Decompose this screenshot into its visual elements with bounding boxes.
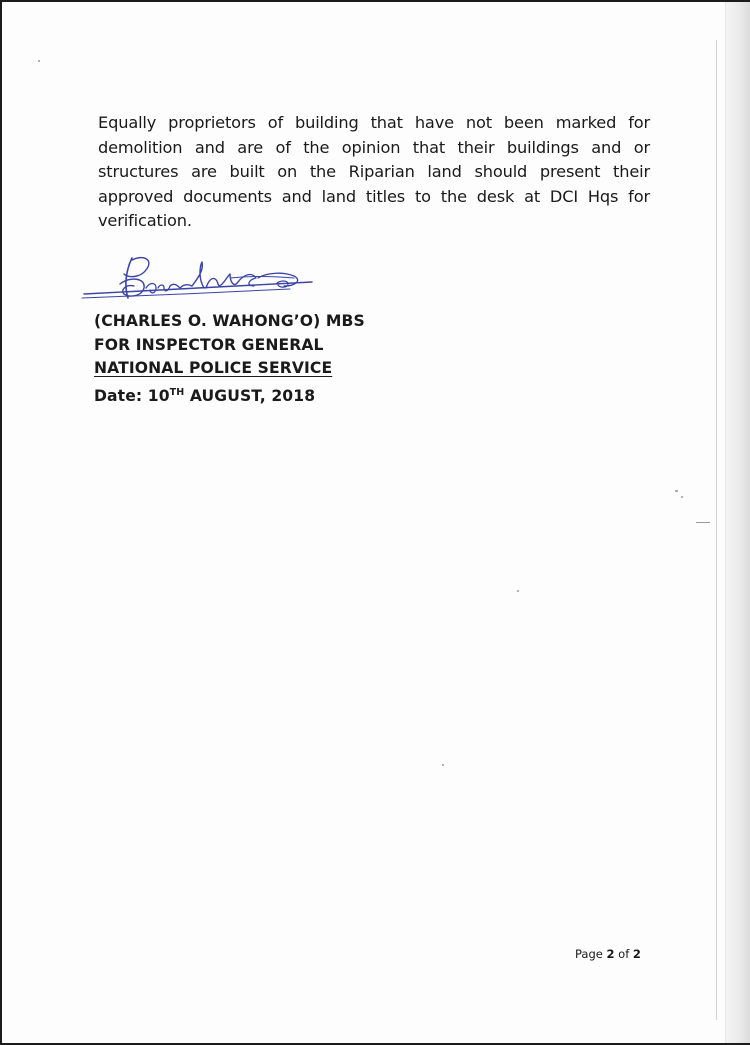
signature-block [94, 310, 365, 408]
signatory-name: (CHARLES O. WAHONG’O) MBS [94, 312, 365, 330]
of-word: of [618, 947, 630, 961]
page-number [575, 947, 641, 961]
signatory-role: FOR INSPECTOR GENERAL [94, 335, 324, 354]
document-page [2, 2, 726, 1043]
scan-fold-line [716, 40, 717, 1020]
date-superscript: TH [169, 386, 185, 398]
current-page: 2 [606, 947, 615, 961]
body-paragraph: Equally proprietors of building that have not been marked for demolition and are of the opinion that their buildings and or structures are built on the Riparian land should present their approved documents and land titles to the desk at DCI Hqs for verification. [98, 113, 650, 230]
scan-speck [38, 60, 40, 62]
date-suffix: AUGUST, 2018 [184, 386, 316, 405]
scan-speck [517, 590, 519, 592]
signatory-organization: NATIONAL POLICE SERVICE [94, 359, 333, 377]
document-date [94, 381, 365, 409]
page-word: Page [575, 947, 603, 961]
page-edge-shadow [726, 2, 750, 1043]
scan-speck [696, 522, 710, 523]
scan-speck [675, 490, 678, 492]
handwritten-signature-icon [80, 248, 320, 310]
scan-speck [681, 496, 683, 498]
total-pages: 2 [632, 947, 641, 961]
scan-speck [442, 764, 444, 766]
date-prefix: Date: 10 [94, 386, 170, 405]
